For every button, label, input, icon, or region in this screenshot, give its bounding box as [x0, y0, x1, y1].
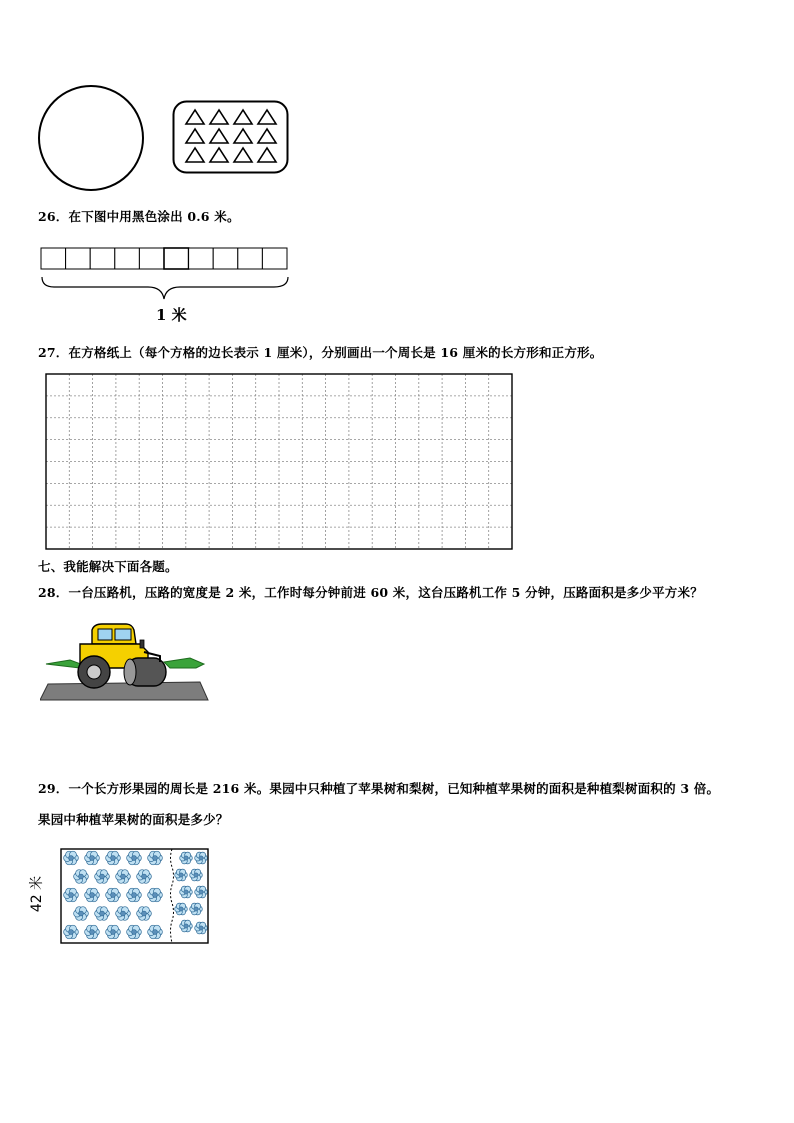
- tree-icon: [195, 886, 208, 898]
- question-29-line-1: 29．一个长方形果园的周长是 216 米。果园中只种植了苹果树和梨树，已知种植苹果树的面积是种植梨树面积的 3 倍。: [38, 781, 720, 796]
- triangle-shape: [186, 129, 204, 143]
- question-26: 26．在下图中用黑色涂出 0.6 米。: [38, 209, 240, 224]
- tree-icon: [137, 907, 152, 921]
- tree-icon: [148, 851, 163, 865]
- triangle-shape: [234, 148, 252, 162]
- tree-icon: [148, 888, 163, 902]
- section-7-title: 七、我能解决下面各题。: [38, 559, 178, 574]
- tree-icon: [106, 851, 121, 865]
- strip-cell[interactable]: [164, 248, 189, 269]
- triangle-shape: [210, 148, 228, 162]
- triangle-shape: [258, 110, 276, 124]
- triangle-tray-figure: [172, 100, 292, 176]
- tree-icon: [175, 903, 188, 915]
- strip-cell[interactable]: [115, 248, 140, 269]
- question-28: 28．一台压路机，压路的宽度是 2 米，工作时每分钟前进 60 米，这台压路机工作 5 分钟，压路面积是多少平方米？: [38, 585, 703, 600]
- tree-icon: [106, 888, 121, 902]
- tree-icon: [148, 925, 163, 939]
- tree-icon: [116, 870, 131, 884]
- tree-icon: [190, 869, 203, 881]
- tree-icon: [180, 852, 193, 864]
- triangle-shape: [258, 129, 276, 143]
- tree-icon: [64, 925, 79, 939]
- triangle-shape: [210, 110, 228, 124]
- strip-cell[interactable]: [262, 248, 287, 269]
- strip-cell[interactable]: [238, 248, 263, 269]
- brace-label: 1 米: [156, 306, 187, 324]
- tree-icon: [74, 870, 89, 884]
- triangle-shape: [234, 110, 252, 124]
- strip-cell[interactable]: [213, 248, 238, 269]
- tree-icon: [195, 922, 208, 934]
- tree-icon: [85, 888, 100, 902]
- tree-icon: [137, 870, 152, 884]
- tree-icon: [127, 925, 142, 939]
- tree-icon: [95, 907, 110, 921]
- tree-icon: [180, 886, 193, 898]
- road-roller-image: [40, 622, 210, 704]
- tree-icon: [74, 907, 89, 921]
- tree-icon: [116, 907, 131, 921]
- triangle-shape: [210, 129, 228, 143]
- circle-figure: [36, 84, 148, 194]
- question-27: 27．在方格纸上（每个方格的边长表示 1 厘米），分别画出一个周长是 16 厘米的长方形和正方形。: [38, 345, 603, 360]
- tree-icon: [190, 903, 203, 915]
- tree-icon: [195, 852, 208, 864]
- orchard-figure: [60, 848, 212, 946]
- triangle-shape: [234, 129, 252, 143]
- tree-icon: [175, 869, 188, 881]
- triangle-shape: [186, 110, 204, 124]
- tree-icon: [127, 888, 142, 902]
- orchard-side-label: 42 米: [29, 875, 46, 913]
- triangle-shape: [258, 148, 276, 162]
- strip-cell[interactable]: [41, 248, 66, 269]
- triangle-shape: [186, 148, 204, 162]
- tree-icon: [64, 888, 79, 902]
- tree-icon: [127, 851, 142, 865]
- tree-icon: [64, 851, 79, 865]
- strip-cell[interactable]: [189, 248, 214, 269]
- tree-icon: [180, 920, 193, 932]
- strip-cell[interactable]: [90, 248, 115, 269]
- tree-icon: [85, 925, 100, 939]
- grid-paper[interactable]: [45, 373, 515, 551]
- question-29-line-2: 果园中种植苹果树的面积是多少？: [38, 812, 229, 827]
- tree-icon: [106, 925, 121, 939]
- strip-cell[interactable]: [139, 248, 164, 269]
- tree-icon: [95, 870, 110, 884]
- tree-icon: [85, 851, 100, 865]
- strip-cell[interactable]: [66, 248, 91, 269]
